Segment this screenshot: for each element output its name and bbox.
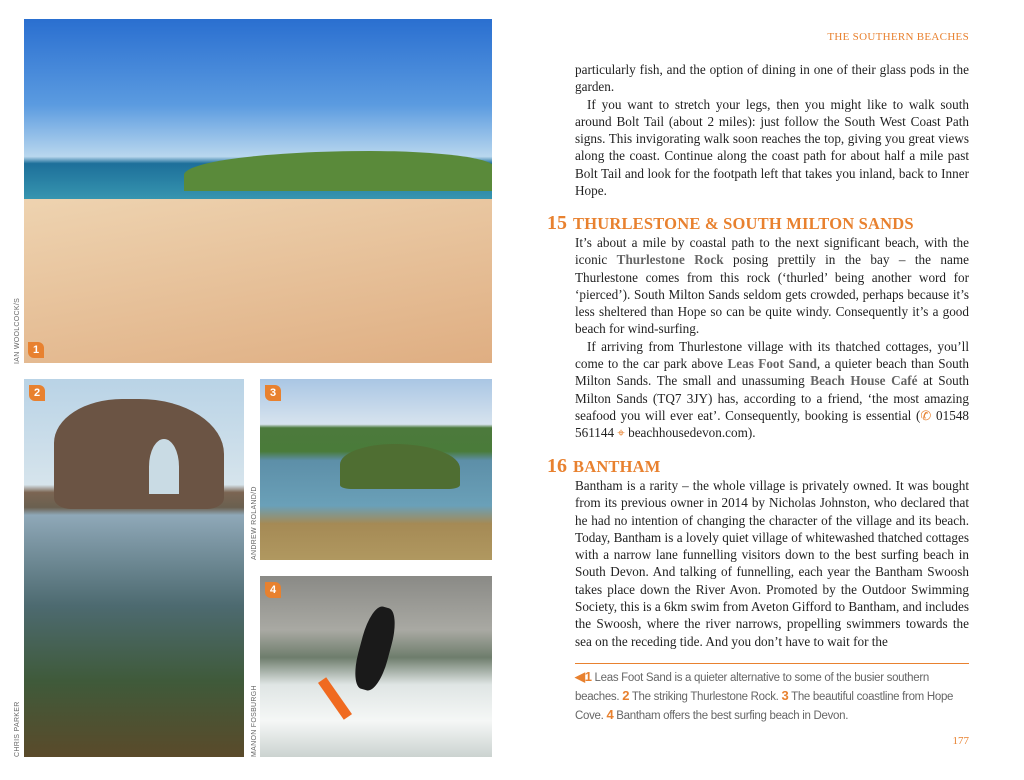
web-icon: ⌖ bbox=[617, 425, 625, 441]
text: ). bbox=[747, 425, 756, 441]
caption-text: The striking Thurlestone Rock. bbox=[631, 691, 779, 703]
caption-text: Leas Foot Sand is a quieter alternative to some of the busier southern beaches. bbox=[575, 672, 929, 703]
text: It’s about a mile by coastal path to the next significant beach, with the iconic bbox=[575, 235, 969, 268]
text: at South Milton Sands (TQ7 3JY) has, according to a friend, ‘the most amazing seafood you will ever eat’. Consequently, booking is essential ( bbox=[575, 373, 970, 423]
text: posing prettily in the bay – the name Thurlestone comes from this rock (‘thurled’ being another word for ‘pierced’). South Milton Sands seldom gets crowded, perhaps because it’s less sheltered than Hope so can be quite windy. Consequently it’s a good beach for wind-surfing. bbox=[575, 252, 969, 337]
section-16-text bbox=[575, 477, 969, 650]
section-number: 16 bbox=[547, 455, 567, 477]
section-15-text bbox=[575, 234, 969, 442]
photo-number-badge: 2 bbox=[29, 385, 45, 401]
text: If arriving from Thurlestone village with its thatched cottages, you’ll come to the car park above bbox=[575, 338, 969, 372]
paragraph bbox=[575, 338, 969, 442]
running-header: THE SOUTHERN BEACHES bbox=[827, 31, 969, 43]
section-title: THURLESTONE & SOUTH MILTON SANDS bbox=[573, 214, 914, 233]
caption-text: The beautiful coastline from Hope Cove. bbox=[575, 691, 954, 722]
paragraph bbox=[575, 234, 969, 338]
photo-credit: ANDREW ROLAND/D bbox=[251, 486, 258, 560]
text: , a quieter beach than South Milton Sands. The small and unassuming bbox=[575, 356, 970, 389]
caption-number: 3 bbox=[781, 688, 789, 703]
paragraph: If you want to stretch your legs, then you might like to walk south around Bolt Tail (about 2 miles): just follow the South West Coast Path signs. This invigorating walk soon reaches the top, giving you great views along the coast. Continue along the coast path for about half a mile past Bolt Tail and look for the footpath left that takes you inland, back to Inner Hope. bbox=[575, 96, 969, 199]
section-number: 15 bbox=[547, 212, 567, 234]
page-number: 177 bbox=[952, 735, 969, 747]
paragraph: Bantham is a rarity – the whole village is privately owned. It was bought from its previous owner in 2014 by Nicholas Johnston, who declared that he had no intention of changing the character of the village and its beach. Today, Bantham is a lovely quiet village of whitewashed thatched cottages with a narrow lane funnelling visitors down to the best surfing beach in South Devon. And talking of funnelling, each year the Bantham Swoosh takes place down the River Avon. Promoted by the Outdoor Swimming Society, this is a 6km swim from Aveton Gifford to Bantham, and includes the Swoosh, where the river narrows, propelling swimmers towards the sea on the receding tide. And you don’t have to wait for the bbox=[575, 478, 969, 649]
caption-number: ◀1 bbox=[575, 669, 592, 684]
photo-number-badge: 1 bbox=[28, 342, 44, 358]
photo-thurlestone-rock bbox=[24, 379, 244, 757]
intro-text bbox=[575, 61, 969, 199]
phone-icon: ✆ bbox=[920, 407, 932, 423]
photo-credit: MANON FOSBURGH bbox=[251, 685, 258, 757]
photo-leas-foot-sand bbox=[24, 19, 492, 363]
caption-number: 2 bbox=[622, 688, 630, 703]
photo-number-badge: 3 bbox=[265, 385, 281, 401]
phone-number: 01548 561144 bbox=[575, 407, 970, 441]
section-heading-16 bbox=[547, 455, 661, 478]
website-link[interactable]: beachhousedevon.com bbox=[628, 425, 748, 441]
photo-captions bbox=[575, 663, 969, 725]
place-name: Beach House Café bbox=[810, 373, 918, 389]
photo-bantham-surfer bbox=[260, 576, 492, 757]
place-name: Thurlestone Rock bbox=[616, 252, 724, 268]
photo-hope-cove-coastline bbox=[260, 379, 492, 560]
paragraph: particularly fish, and the option of dining in one of their glass pods in the garden. bbox=[575, 62, 969, 95]
caption-text: Bantham offers the best surfing beach in Devon. bbox=[616, 710, 849, 722]
section-heading-15 bbox=[547, 212, 914, 235]
section-title: BANTHAM bbox=[573, 457, 661, 476]
caption-number: 4 bbox=[606, 707, 614, 722]
photo-credit: CHRIS PARKER bbox=[14, 701, 21, 757]
photo-credit: IAN WOOLCOCK/S bbox=[14, 297, 21, 364]
photo-number-badge: 4 bbox=[265, 582, 281, 598]
place-name: Leas Foot Sand bbox=[727, 356, 817, 372]
